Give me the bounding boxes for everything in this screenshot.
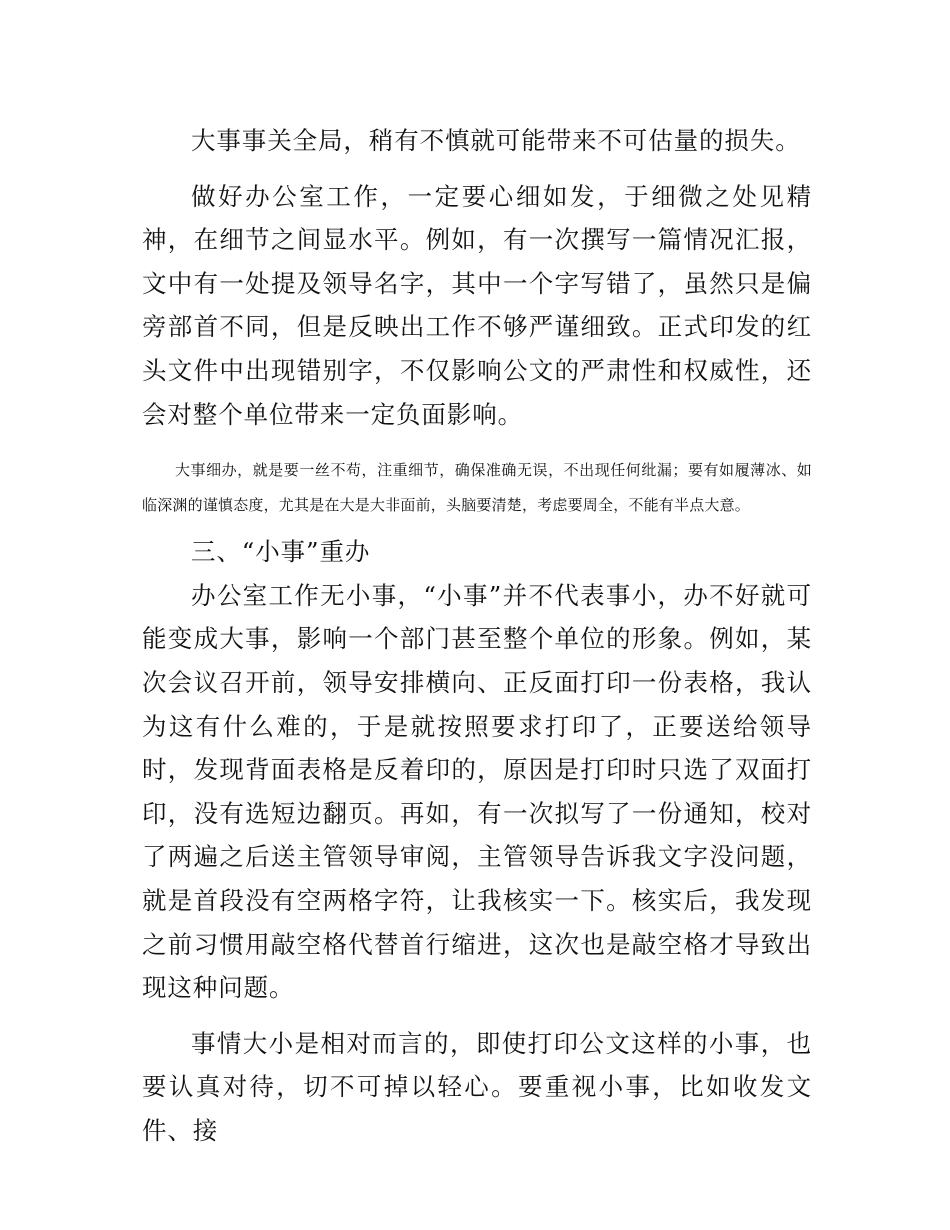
paragraph-consequences: 大事事关全局，稍有不慎就可能带来不可估量的损失。 bbox=[191, 126, 801, 155]
paragraph-small-matters-examples: 办公室工作无小事，“小事”并不代表事小，办不好就可能变成大事，影响一个部门甚至整个单位的形象。例如，某次会议召开前，领导安排横向、正反面打印一份表格，我认为这有什么难的，于是就按照要求打印了，正要送给领导时，发现背面表格是反着印的，原因是打印时只选了双面打印，没有选短边翻页。再如，有一次拟写了一份通知，校对了两遍之后送主管领导审阅，主管领导告诉我文字没问题，就是首段没有空两格字符，让我核实一下。核实后，我发现之前习惯用敲空格代替首行缩进，这次也是敲空格才导致出现这种问题。 bbox=[142, 580, 812, 1003]
document-body bbox=[142, 119, 812, 1152]
section-heading-small-matters: 三、“小事”重办 bbox=[191, 537, 371, 567]
note-big-matters: 大事细办，就是要一丝不苟，注重细节，确保准确无误，不出现任何纰漏；要有如履薄冰、如临深渊的谨慎态度，尤其是在大是大非面前，头脑要清楚，考虑要周全，不能有半点大意。 bbox=[142, 461, 812, 514]
paragraph-relative-size: 事情大小是相对而言的，即使打印公文这样的小事，也要认真对待，切不可掉以轻心。要重视小事，比如收发文件、接 bbox=[142, 1028, 812, 1145]
paragraph-office-detail: 做好办公室工作，一定要心细如发，于细微之处见精神，在细节之间显水平。例如，有一次撰写一篇情况汇报，文中有一处提及领导名字，其中一个字写错了，虽然只是偏旁部首不同，但是反映出工作不够严谨细致。正式印发的红头文件中出现错别字，不仅影响公文的严肃性和权威性，还会对整个单位带来一定负面影响。 bbox=[142, 181, 812, 429]
